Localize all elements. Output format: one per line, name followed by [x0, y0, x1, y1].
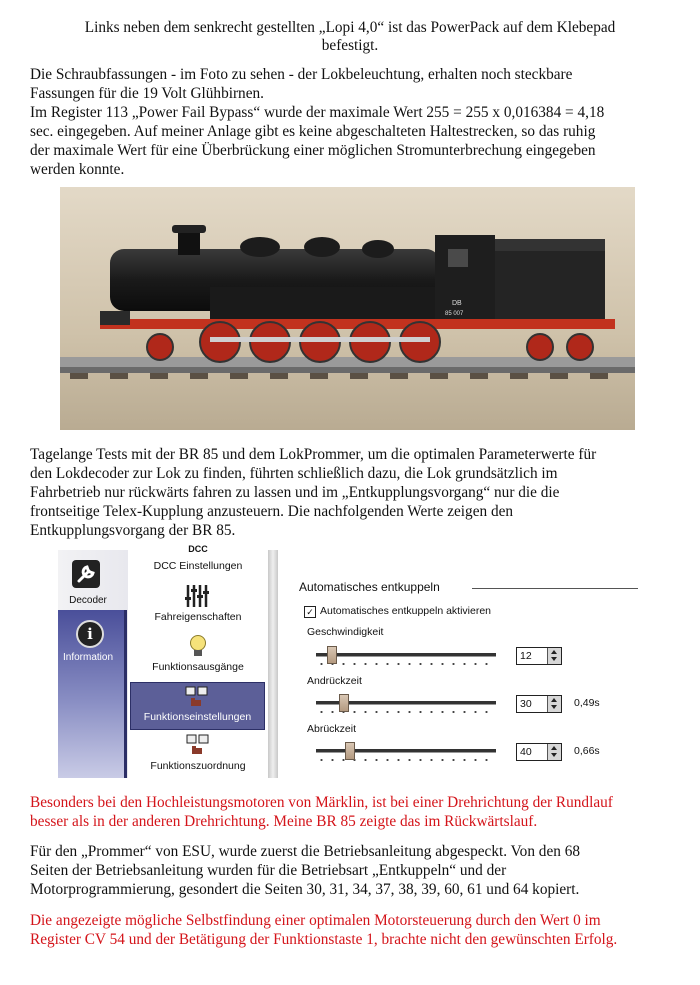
speed-spinbox[interactable] — [516, 647, 562, 665]
release-time-slider-ticks — [316, 759, 496, 761]
locomotive-photo — [60, 187, 635, 430]
p1-line: Fassungen für die 19 Volt Glühbirnen. — [30, 85, 264, 102]
left-navigation — [58, 550, 128, 778]
red2-line: Register CV 54 und der Betätigung der Funktionstaste 1, brachte nicht den gewünschten Erfolg. — [30, 931, 618, 948]
hand-buttons-icon — [186, 734, 210, 756]
press-time-slider-thumb[interactable] — [339, 694, 349, 712]
release-time-value: 40 — [520, 746, 532, 758]
nav-information-panel[interactable] — [58, 610, 127, 778]
auto-uncouple-checkbox-label: Automatisches entkuppeln aktivieren — [320, 605, 492, 617]
p1-line: Die Schraubfassungen - im Foto zu sehen - der Lokbeleuchtung, erhalten noch steckbare — [30, 66, 573, 83]
nav-funktionseinstellungen-selected[interactable] — [130, 682, 265, 730]
group-title: Automatisches entkuppeln — [299, 580, 440, 594]
p2-line: Fahrbetrieb nur rückwärts fahren zu lassen und im „Entkupplungsvorgang“ nur die die — [30, 484, 560, 501]
intro-line-2: befestigt. — [321, 37, 379, 54]
hand-buttons-icon — [185, 686, 209, 708]
speed-spin-buttons[interactable] — [547, 648, 561, 664]
decoder-software-screenshot — [58, 544, 658, 778]
sliders-icon — [184, 583, 210, 609]
p3-line: Motorprogrammierung, gesondert die Seiten 30, 31, 34, 37, 38, 39, 60, 61 und 64 kopiert. — [30, 881, 580, 898]
info-icon: i — [76, 620, 104, 648]
release-time-seconds: 0,66s — [574, 745, 600, 757]
nav-decoder[interactable]: Decoder — [69, 595, 107, 606]
p1-line: sec. eingegeben. Auf meiner Anlage gibt es keine abgeschalteten Haltestrecken, so das ruhig — [30, 123, 596, 140]
speed-slider-ticks — [316, 663, 496, 665]
release-time-slider-thumb[interactable] — [345, 742, 355, 760]
p2-line: Tagelange Tests mit der BR 85 und dem LokPrommer, um die optimalen Parameterwerte für — [30, 446, 597, 463]
auto-uncouple-checkbox[interactable]: ✓ — [304, 606, 316, 618]
middle-navigation — [128, 544, 268, 778]
group-divider — [472, 588, 638, 589]
press-time-spinbox[interactable] — [516, 695, 562, 713]
intro-line-1: Links neben dem senkrecht gestellten „Lopi 4,0“ ist das PowerPack auf dem Klebepad — [84, 19, 616, 36]
press-time-seconds: 0,49s — [574, 697, 600, 709]
nav-top-partial: DCC — [188, 544, 208, 554]
p2-line: den Lokdecoder zur Lok zu finden, führten schließlich dazu, die Lok grundsätzlich im — [30, 465, 558, 482]
release-time-label: Abrückzeit — [307, 723, 357, 735]
press-time-value: 30 — [520, 698, 532, 710]
nav-funktionszuordnung[interactable]: Funktionszuordnung — [150, 760, 246, 772]
speed-slider-track[interactable] — [316, 653, 496, 657]
p2-line: frontseitige Telex-Kupplung anzusteuern. Die nachfolgenden Werte zeigen den — [30, 503, 514, 520]
p1-line: werden konnte. — [30, 161, 125, 178]
p2-line: Entkupplungsvorgang der BR 85. — [30, 522, 236, 539]
p3-line: Seiten der Betriebsanleitung wurden für die Betriebsart „Entkuppeln“ und der — [30, 862, 507, 879]
p1-line: Im Register 113 „Power Fail Bypass“ wurde der maximale Wert 255 = 255 x 0,016384 = 4,18 — [30, 104, 605, 121]
settings-group — [278, 550, 658, 778]
red1-line: besser als in der anderen Drehrichtung. Meine BR 85 zeigte das im Rückwärtslauf. — [30, 813, 538, 830]
nav-fahreigenschaften[interactable]: Fahreigenschaften — [154, 611, 242, 623]
p1-line: der maximale Wert für eine Überbrückung einer möglichen Stromunterbrechung eingegeben — [30, 142, 596, 159]
red1-line: Besonders bei den Hochleistungsmotoren von Märklin, ist bei einer Drehrichtung der Rundlauf — [30, 794, 613, 811]
speed-value: 12 — [520, 650, 532, 662]
red2-line: Die angezeigte mögliche Selbstfindung einer optimalen Motorsteuerung durch den Wert 0 im — [30, 912, 601, 929]
light-bulb-icon — [188, 634, 208, 660]
vertical-scrollbar[interactable] — [268, 550, 278, 778]
photo-loco-number: 85 007 — [445, 311, 464, 317]
speed-label: Geschwindigkeit — [307, 626, 384, 638]
nav-funktionseinstellungen: Funktionseinstellungen — [143, 711, 252, 723]
nav-dcc-einstellungen[interactable]: DCC Einstellungen — [153, 560, 243, 572]
nav-information: Information — [62, 652, 114, 663]
p3-line: Für den „Prommer“ von ESU, wurde zuerst die Betriebsanleitung abgespeckt. Von den 68 — [30, 843, 581, 860]
speed-slider-thumb[interactable] — [327, 646, 337, 664]
press-time-spin-buttons[interactable] — [547, 696, 561, 712]
release-time-slider-track[interactable] — [316, 749, 496, 753]
photo-loco-label: DB — [452, 300, 462, 307]
release-time-spinbox[interactable] — [516, 743, 562, 761]
release-time-spin-buttons[interactable] — [547, 744, 561, 760]
nav-funktionsausgaenge[interactable]: Funktionsausgänge — [152, 661, 244, 673]
press-time-label: Andrückzeit — [307, 675, 362, 687]
wrench-icon[interactable] — [72, 560, 100, 588]
